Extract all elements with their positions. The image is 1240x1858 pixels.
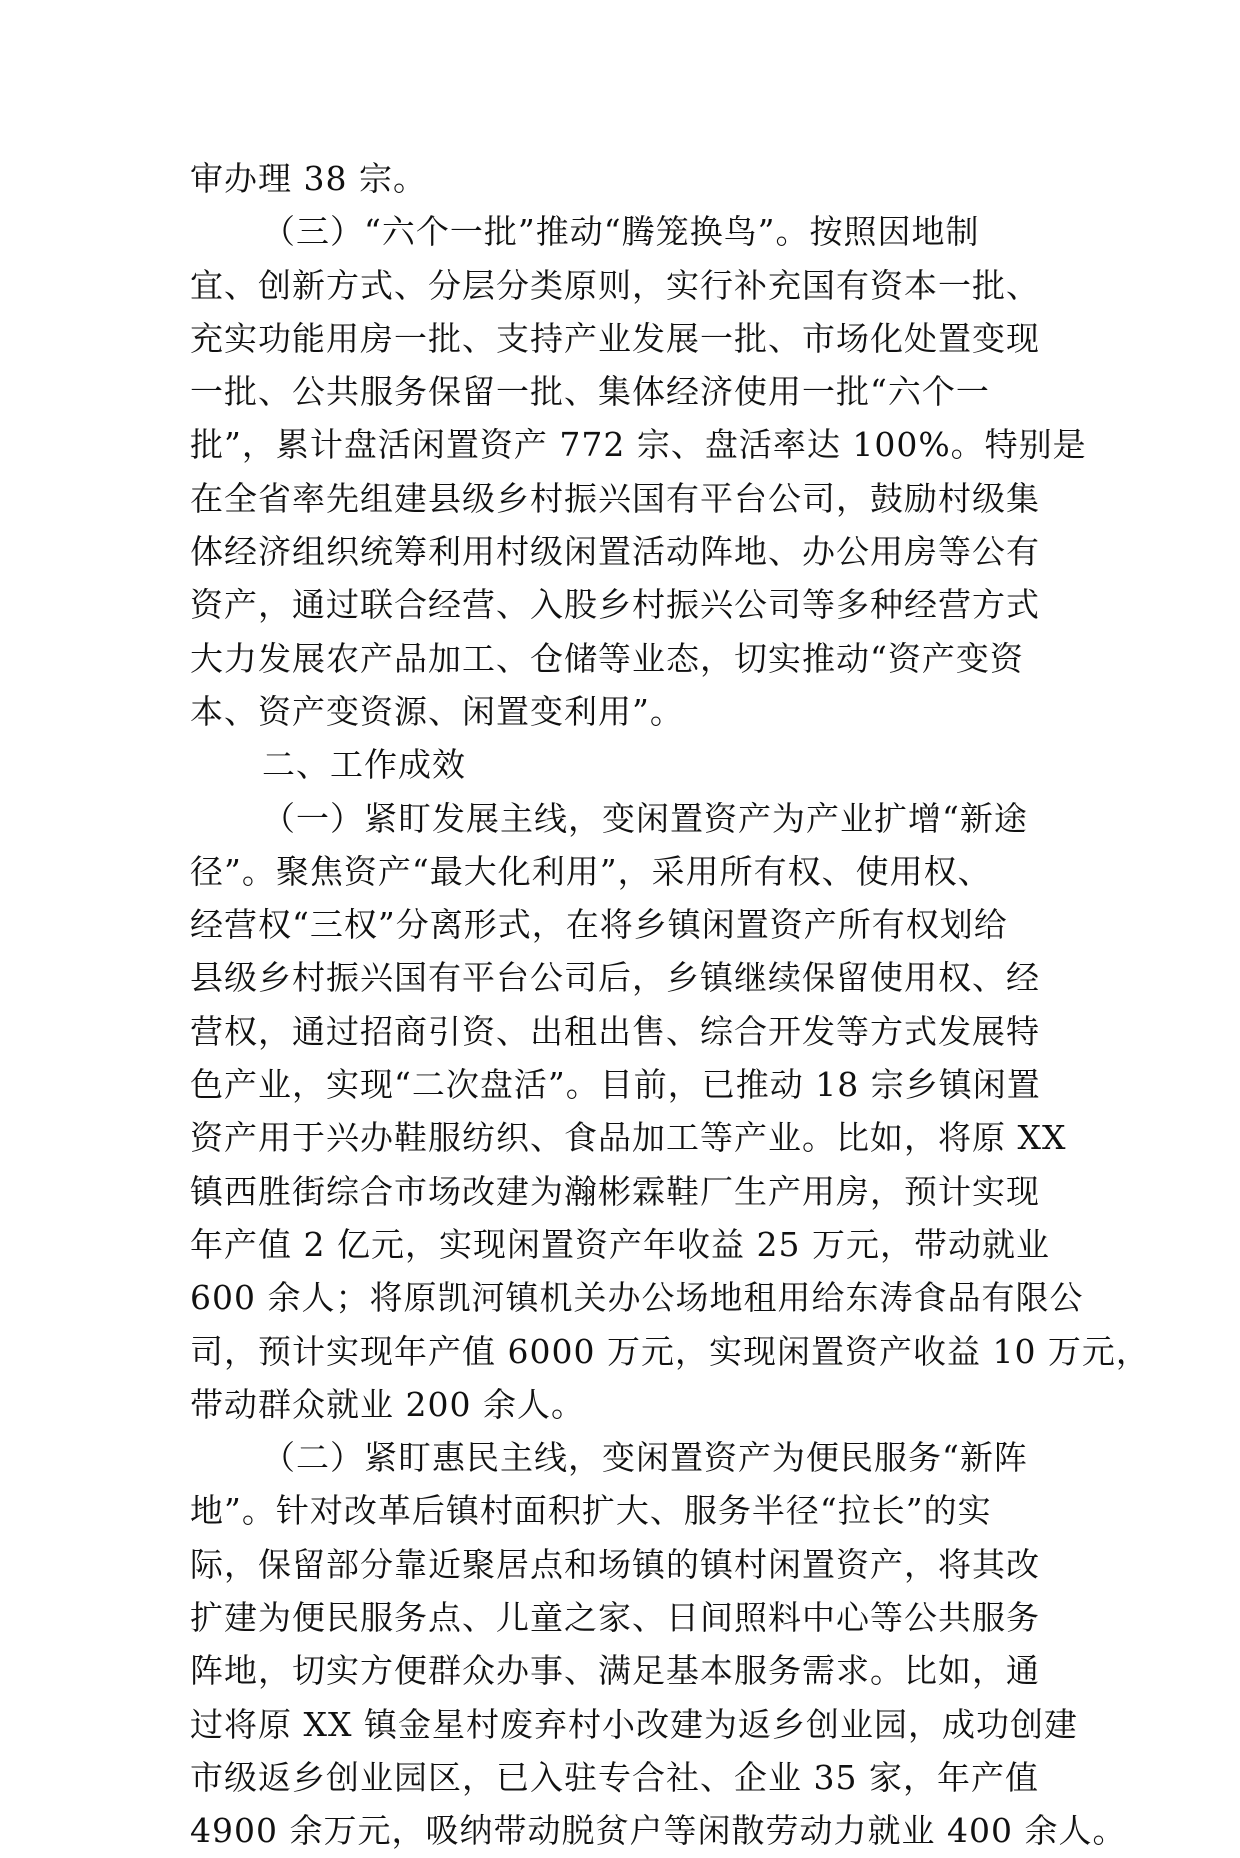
text-line: 司，预计实现年产值 6000 万元，实现闲置资产收益 10 万元，	[190, 1331, 1150, 1371]
text-line: 经营权“三权”分离形式，在将乡镇闲置资产所有权划给	[190, 905, 1008, 945]
text-line: 年产值 2 亿元，实现闲置资产年收益 25 万元，带动就业	[190, 1224, 1050, 1264]
text-line: 600 余人；将原凯河镇机关办公场地租用给东涛食品有限公	[190, 1278, 1084, 1318]
text-line: 一批、公共服务保留一批、集体经济使用一批“六个一	[190, 372, 990, 412]
text-line: 审办理 38 宗。	[190, 159, 427, 198]
text-line: 过将原 XX 镇金星村废弃村小改建为返乡创业园，成功创建	[190, 1704, 1078, 1744]
document-page	[190, 152, 1150, 1858]
text-line: 阵地，切实方便群众办事、满足基本服务需求。比如，通	[190, 1651, 1040, 1691]
text-line: 体经济组织统筹利用村级闲置活动阵地、办公用房等公有	[190, 532, 1040, 572]
text-line: 径”。聚焦资产“最大化利用”，采用所有权、使用权、	[190, 851, 992, 891]
text-line: 资产用于兴办鞋服纺织、食品加工等产业。比如，将原 XX	[190, 1118, 1067, 1158]
text-line: 本、资产变资源、闲置变利用”。	[190, 691, 684, 731]
text-line: （二）紧盯惠民主线，变闲置资产为便民服务“新阵	[262, 1438, 1028, 1478]
text-line: 4900 余万元，吸纳带动脱贫户等闲散劳动力就业 400 余人。	[190, 1811, 1127, 1851]
text-line: 二、工作成效	[262, 745, 466, 785]
text-line: 带动群众就业 200 余人。	[190, 1384, 585, 1424]
text-line: （一）紧盯发展主线，变闲置资产为产业扩增“新途	[262, 798, 1028, 838]
text-line: 营权，通过招商引资、出租出售、综合开发等方式发展特	[190, 1011, 1040, 1051]
text-line: 色产业，实现“二次盘活”。目前，已推动 18 宗乡镇闲置	[190, 1065, 1041, 1105]
text-line: 充实功能用房一批、支持产业发展一批、市场化处置变现	[190, 318, 1040, 358]
text-line: 在全省率先组建县级乡村振兴国有平台公司，鼓励村级集	[190, 478, 1040, 518]
text-line: 际，保留部分靠近聚居点和场镇的镇村闲置资产，将其改	[190, 1544, 1040, 1584]
text-line: 资产，通过联合经营、入股乡村振兴公司等多种经营方式	[190, 585, 1040, 625]
text-line: 扩建为便民服务点、儿童之家、日间照料中心等公共服务	[190, 1598, 1040, 1638]
text-line: 市级返乡创业园区，已入驻专合社、企业 35 家，年产值	[190, 1757, 1039, 1797]
text-line: （三）“六个一批”推动“腾笼换鸟”。按照因地制	[262, 212, 980, 252]
text-line: 大力发展农产品加工、仓储等业态，切实推动“资产变资	[190, 638, 1024, 678]
text-line: 地”。针对改革后镇村面积扩大、服务半径“拉长”的实	[190, 1491, 992, 1531]
text-line: 县级乡村振兴国有平台公司后，乡镇继续保留使用权、经	[190, 958, 1040, 998]
text-line: 镇西胜街综合市场改建为瀚彬霖鞋厂生产用房，预计实现	[190, 1171, 1040, 1211]
text-line: 宜、创新方式、分层分类原则，实行补充国有资本一批、	[190, 265, 1040, 305]
text-line: 批”，累计盘活闲置资产 772 宗、盘活率达 100%。特别是	[190, 425, 1087, 465]
